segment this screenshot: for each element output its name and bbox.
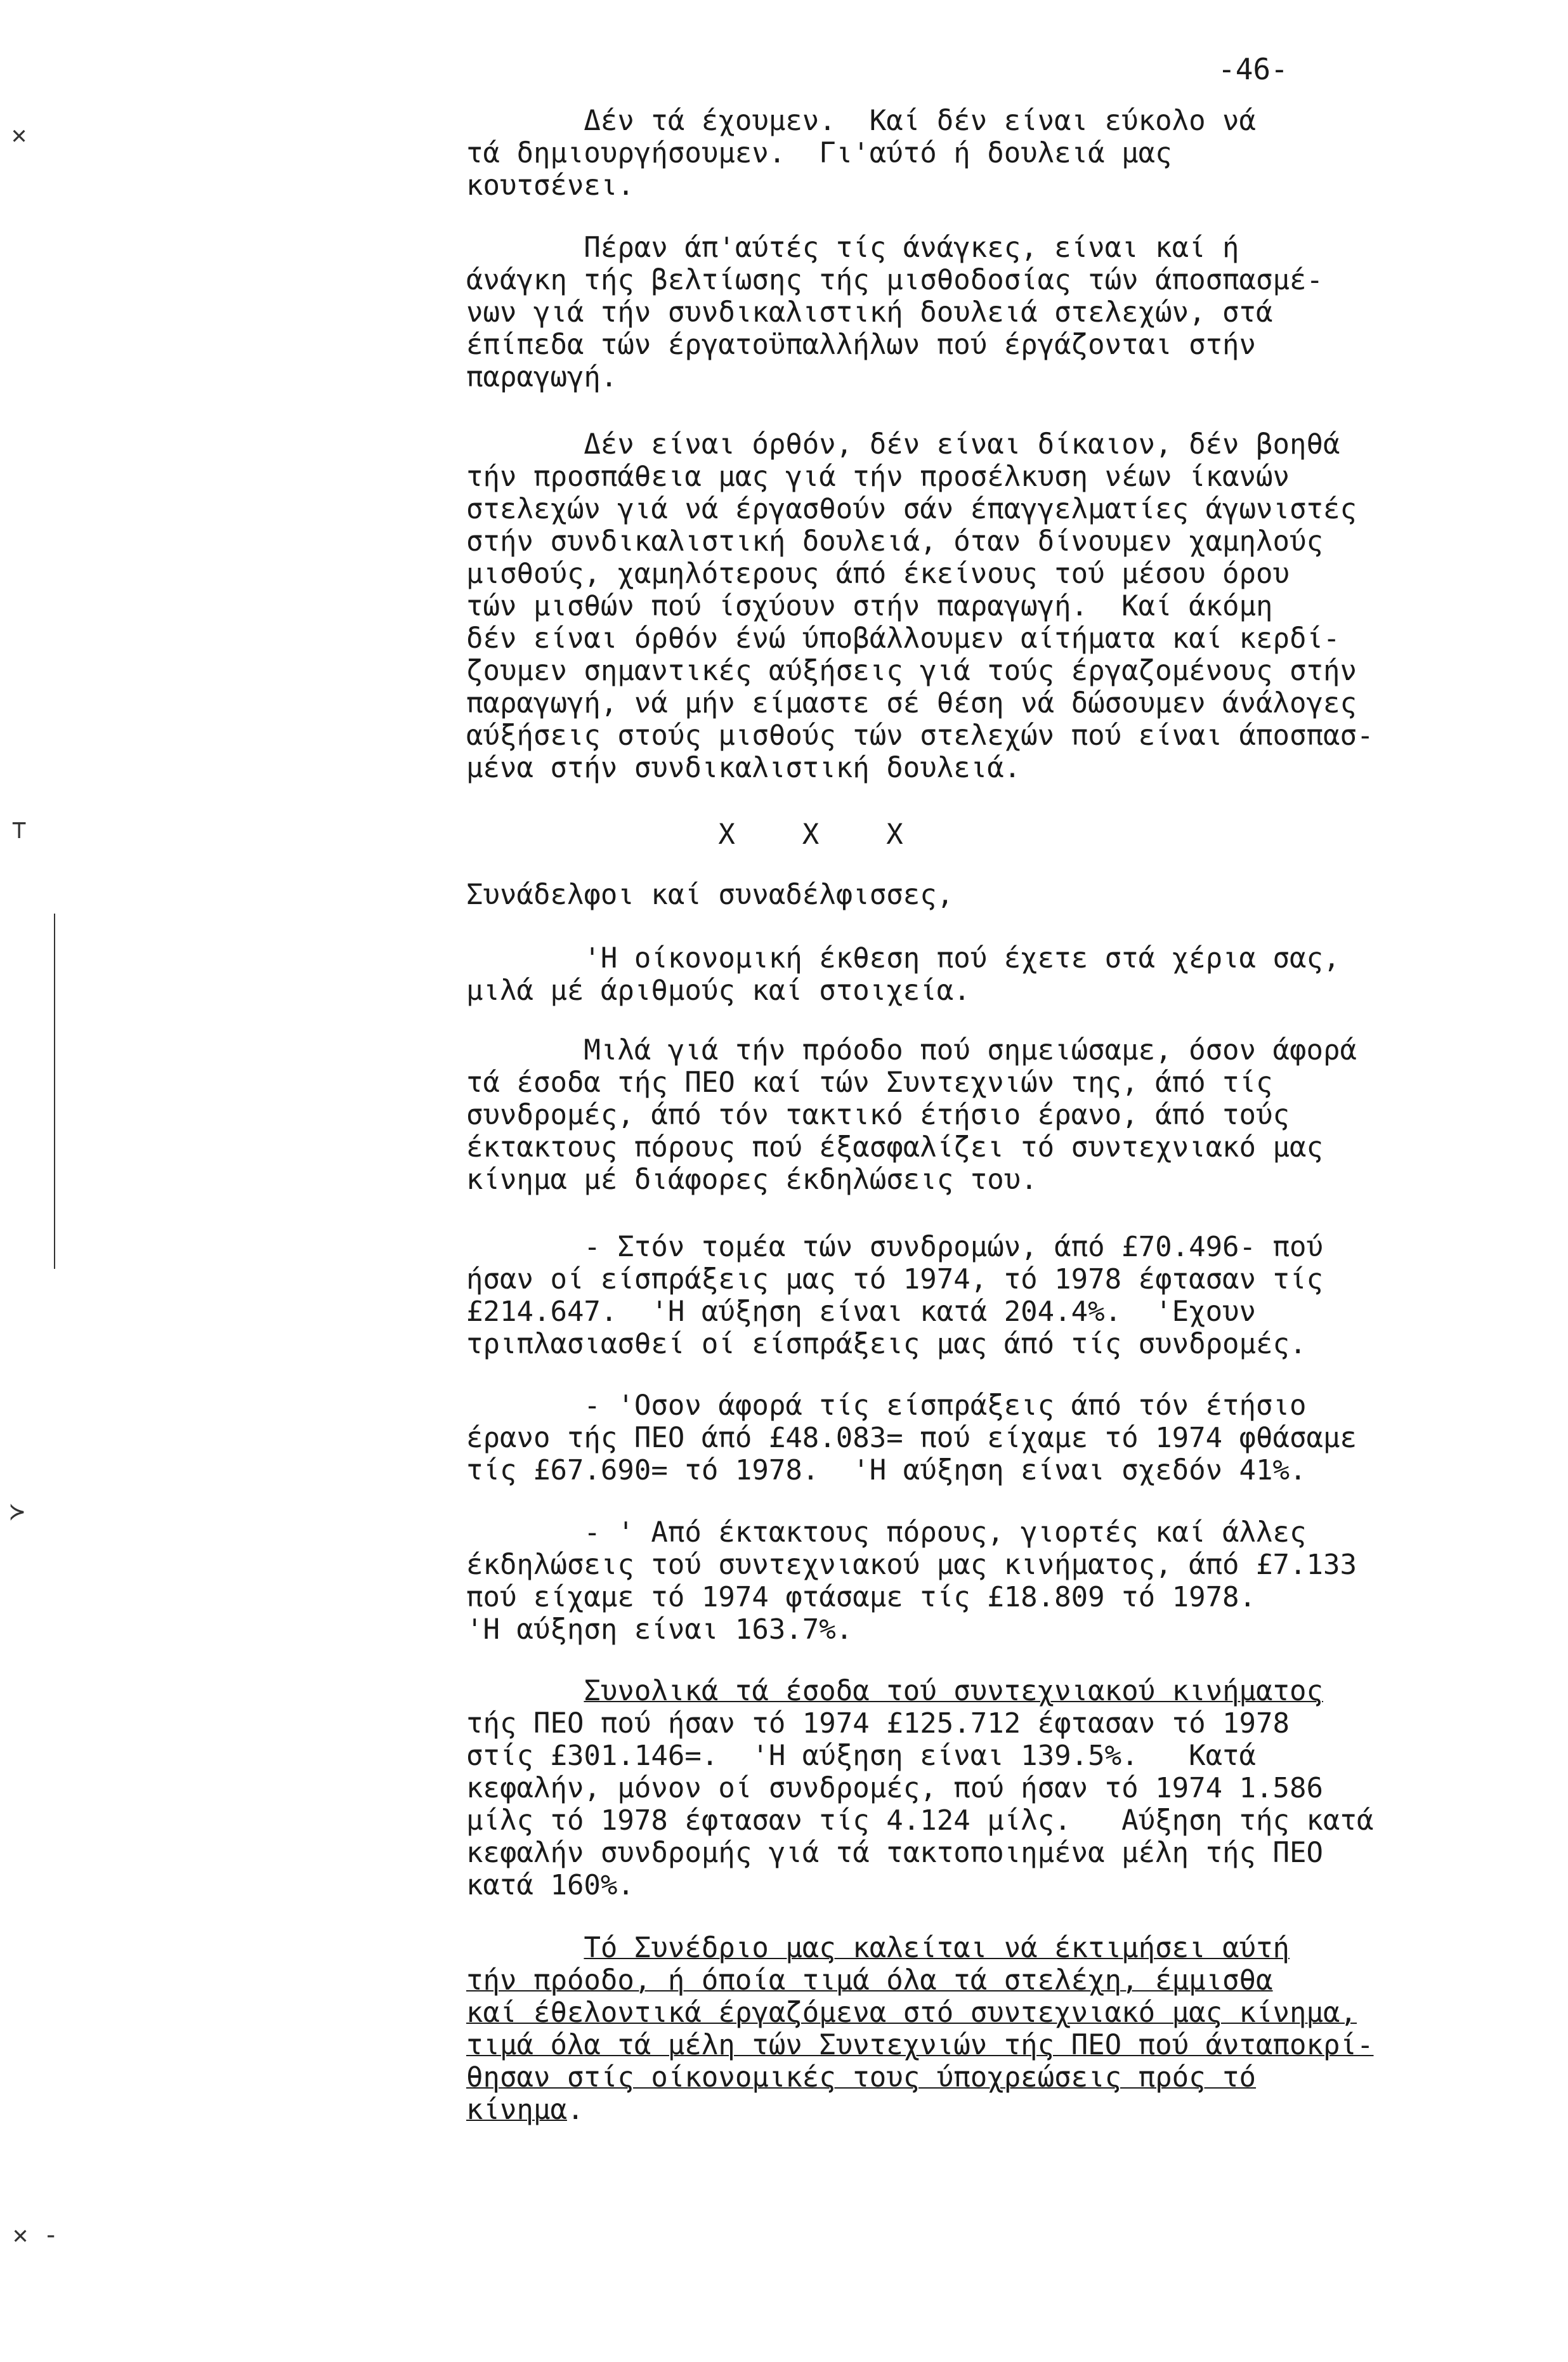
text-line: τά έσοδα τής ΠΕΟ καί τών Συντεχνιών της, άπό τίς: [466, 1066, 1273, 1099]
text-line: τήν προσπάθεια μας γιά τήν προσέλκυση νέων ίκανών: [466, 461, 1290, 493]
margin-mark: ✕ -: [13, 2221, 59, 2250]
paragraph-annual-fundraiser: [466, 1389, 1506, 1486]
paragraph-3: [466, 428, 1506, 784]
text-line: στίς £301.146=. 'Η αύξηση είναι 139.5%. Κατά: [466, 1740, 1257, 1772]
text-line: έρανο τής ΠΕΟ άπό £48.083= πού είχαμε τό 1974 φθάσαμε: [466, 1422, 1357, 1454]
separator-marks: Χ Χ Χ: [466, 818, 903, 851]
text-line: ήσαν οί είσπράξεις μας τό 1974, τό 1978 έφτασαν τίς: [466, 1263, 1324, 1296]
margin-mark: ✕: [11, 121, 27, 150]
text-line: τά δημιουργήσουμεν. Γι'αύτό ή δουλειά μας: [466, 137, 1172, 169]
text-line: Δέν τά έχουμεν. Καί δέν είναι εύκολο νά: [466, 105, 1257, 137]
text-line: - 'Οσον άφορά τίς είσπράξεις άπό τόν έτήσιο: [466, 1389, 1307, 1422]
text-line: παραγωγή, νά μήν είμαστε σέ θέση νά δώσουμεν άνάλογες: [466, 687, 1357, 719]
text-line: τής ΠΕΟ πού ήσαν τό 1974 £125.712 έφτασαν τό 1978: [466, 1707, 1290, 1740]
text-line: έπίπεδα τών έργατοϋπαλλήλων πού έργάζονται στήν: [466, 329, 1257, 361]
page-number: -46-: [1218, 52, 1288, 86]
paragraph-total-revenues: [466, 1675, 1506, 1901]
text-line: στελεχών γιά νά έργασθούν σάν έπαγγελματίες άγωνιστές: [466, 493, 1357, 525]
paragraph-2: [466, 232, 1506, 393]
margin-mark: ≻: [10, 1497, 25, 1526]
paragraph-1: [466, 105, 1506, 202]
text-line: νων γιά τήν συνδικαλιστική δουλειά στελεχών, στά: [466, 296, 1273, 329]
text-line: αύξήσεις στούς μισθούς τών στελεχών πού είναι άποσπασ-: [466, 719, 1374, 752]
underlined-text-line: τήν πρόοδο, ή όποία τιμά όλα τά στελέχη, έμμισθα: [466, 1964, 1273, 1997]
underlined-text: κίνημα: [466, 2094, 567, 2126]
text-line: κουτσένει.: [466, 169, 634, 202]
text-line: έκδηλώσεις τού συντεχνιακού μας κινήματος, άπό £7.133: [466, 1549, 1357, 1581]
section-separator: [466, 818, 1506, 851]
text-line: τριπλασιασθεί οί είσπράξεις μας άπό τίς συνδρομές.: [466, 1328, 1307, 1360]
text-line: δέν είναι όρθόν ένώ ύποβάλλουμεν αίτήματα καί κερδί-: [466, 622, 1340, 655]
text-line: μιλά μέ άριθμούς καί στοιχεία.: [466, 974, 970, 1007]
text-line: τών μισθών πού ίσχύουν στήν παραγωγή. Καί άκόμη: [466, 590, 1273, 622]
text-line: έκτακτους πόρους πού έξασφαλίζει τό συντεχνιακό μας: [466, 1131, 1324, 1164]
paragraph-subscriptions: [466, 1231, 1506, 1360]
text-line: 'Η οίκονομική έκθεση πού έχετε στά χέρια σας,: [466, 942, 1340, 974]
text-line: πού είχαμε τό 1974 φτάσαμε τίς £18.809 τό 1978.: [466, 1581, 1257, 1613]
text-line: - Στόν τομέα τών συνδρομών, άπό £70.496- πού: [466, 1231, 1324, 1263]
text-line: [466, 1675, 1506, 1707]
text-line: μισθούς, χαμηλότερους άπό έκείνους τού μέσου όρου: [466, 558, 1290, 590]
text-line: £214.647. 'Η αύξηση είναι κατά 204.4%. 'Εχουν: [466, 1296, 1257, 1328]
text-line: Πέραν άπ'αύτές τίς άνάγκες, είναι καί ή: [466, 232, 1239, 264]
text-line: ζουμεν σημαντικές αύξήσεις γιά τούς έργαζομένους στήν: [466, 655, 1357, 687]
text-line: άνάγκη τής βελτίωσης τής μισθοδοσίας τών άποσπασμέ-: [466, 264, 1324, 296]
text-line: παραγωγή.: [466, 361, 618, 393]
underlined-text-line: θησαν στίς οίκονομικές τους ύποχρεώσεις πρός τό: [466, 2061, 1257, 2094]
underlined-text: Τό Συνέδριο μας καλείται νά έκτιμήσει αύτή: [584, 1932, 1290, 1964]
text-line: κατά 160%.: [466, 1869, 634, 1901]
text-line: τίς £67.690= τό 1978. 'Η αύξηση είναι σχεδόν 41%.: [466, 1454, 1307, 1486]
text-line: κίνημα.: [466, 2094, 584, 2126]
underlined-text-line: τιμά όλα τά μέλη τών Συντεχνιών τής ΠΕΟ πού άνταποκρί-: [466, 2029, 1374, 2061]
text-line: [466, 1932, 1506, 1964]
underlined-text-line: καί έθελοντικά έργαζόμενα στό συντεχνιακό μας κίνημα,: [466, 1997, 1357, 2029]
text-line: κεφαλήν συνδρομής γιά τά τακτοποιημένα μέλη τής ΠΕΟ: [466, 1837, 1324, 1869]
paragraph-extraordinary-sources: [466, 1516, 1506, 1646]
margin-mark: ⊤: [11, 815, 27, 844]
text-line: κίνημα μέ διάφορες έκδηλώσεις του.: [466, 1164, 1038, 1196]
text-line: 'Η αύξηση είναι 163.7%.: [466, 1613, 853, 1646]
text-line: Συνάδελφοι καί συναδέλφισσες,: [466, 879, 954, 911]
text-line: Μιλά γιά τήν πρόοδο πού σημειώσαμε, όσον άφορά: [466, 1034, 1357, 1066]
text-line: κεφαλήν, μόνον οί συνδρομές, πού ήσαν τό 1974 1.586: [466, 1772, 1324, 1804]
text-line: μένα στήν συνδικαλιστική δουλειά.: [466, 752, 1021, 784]
underlined-text: Συνολικά τά έσοδα τού συντεχνιακού κινήματος: [584, 1675, 1324, 1707]
text-line: συνδρομές, άπό τόν τακτικό έτήσιο έρανο, άπό τούς: [466, 1099, 1290, 1131]
text-line: Δέν είναι όρθόν, δέν είναι δίκαιον, δέν βοηθά: [466, 428, 1340, 461]
text-line: μίλς τό 1978 έφτασαν τίς 4.124 μίλς. Αύξηση τής κατά: [466, 1804, 1374, 1837]
text-line: - ' Από έκτακτους πόρους, γιορτές καί άλλες: [466, 1516, 1307, 1549]
paragraph-progress: [466, 1034, 1506, 1196]
margin-line: [54, 914, 55, 1269]
greeting: [466, 879, 1506, 911]
paragraph-congress-closing: [466, 1932, 1506, 2126]
text-line: στήν συνδικαλιστική δουλειά, όταν δίνουμεν χαμηλούς: [466, 525, 1324, 558]
paragraph-economic-report: [466, 942, 1506, 1007]
